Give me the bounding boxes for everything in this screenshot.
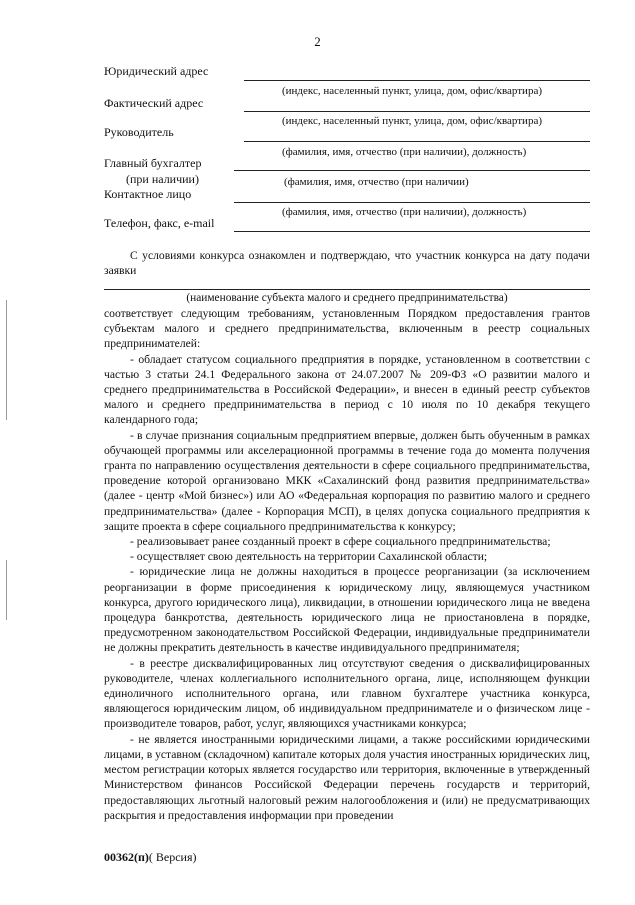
- subject-name-line: [104, 289, 590, 290]
- phone-fax-email-label: Телефон, факс, e-mail: [104, 216, 215, 230]
- requirement-item: - юридические лица не должны находиться в процессе реорганизации (за исключением реорганизации в форме присоединения к юридическому лицу, являющемуся участником конкурса, другого юридического лица), ликвидации, в отношении юридического лица не введена процедура банкротства, деятельность юридического лица не приостановлена в порядке, предусмотренном законодательством Российской Федерации, индивидуальные предприниматели не должны прекратить деятельность в качестве индивидуального предпринимателя;: [104, 565, 590, 655]
- confirmation-intro-text: С условиями конкурса ознакомлен и подтверждаю, что участник конкурса на дату подачи заявки: [104, 249, 590, 278]
- requirement-item: - не является иностранными юридическими лицами, а также российскими юридическими лицами, в уставном (складочном) капитале которых доля участия иностранных юридических лиц, местом регистрации которых является государство или территория, включенные в утвержденный Министерством финансов Российской Федерации перечень государств и территорий, предоставляющих льготный налоговый режим налогообложения и (или) не предусматривающих раскрытия и предоставления информации при проведении: [104, 732, 590, 822]
- requirement-item: - осуществляет свою деятельность на территории Сахалинской области;: [130, 550, 488, 564]
- chief-accountant-label: Главный бухгалтер: [104, 156, 202, 170]
- contact-person-hint: (фамилия, имя, отчество (при наличии), должность): [282, 206, 527, 218]
- requirement-item: - в случае признания социальным предприятием впервые, должен быть обученным в рамках обучающей программы или акселерационной программы в течение года до момента получения гранта по направлению осуществления деятельности в сфере социального предпринимательства, проведение которой организовано МКК «Сахалинский фонд развития предпринимательства» (далее - центр «Мой бизнес») или АО «Федеральная корпорация по развитию малого и среднего предпринимательства» (далее - Корпорация МСП), в целях допуска социального предприятия к защите проекта в сфере социального предпринимательства к конкурсу;: [104, 428, 590, 533]
- chief-accountant-optional-label: (при наличии): [126, 172, 199, 186]
- phone-fax-email-line: [234, 231, 590, 232]
- chief-accountant-hint: (фамилия, имя, отчество (при наличии): [284, 176, 469, 188]
- requirements-lead: соответствует следующим требованиям, установленным Порядком предоставления грантов субъектам малого и среднего предпринимательства, включенным в реестр социальных предпринимателей:: [104, 307, 590, 351]
- chief-accountant-line: [234, 170, 590, 171]
- legal-address-hint: (индекс, населенный пункт, улица, дом, офис/квартира): [282, 85, 542, 97]
- actual-address-hint: (индекс, населенный пункт, улица, дом, офис/квартира): [282, 115, 542, 127]
- legal-address-label: Юридический адрес: [104, 64, 209, 78]
- document-version: ( Версия): [148, 850, 197, 864]
- requirement-item: - в реестре дисквалифицированных лиц отсутствуют сведения о дисквалифицированных руководителе, членах коллегиального исполнительного органа, лице, исполняющем функции единоличного исполнительного органа, или главном бухгалтере участника конкурса, являющегося юридическим лицом, об индивидуальном предпринимателе и о физическом лице - производителе товаров, работ, услуг, являющихся участниками конкурса;: [104, 656, 590, 731]
- head-hint: (фамилия, имя, отчество (при наличии), должность): [282, 146, 527, 158]
- requirements-body: [104, 306, 590, 823]
- requirement-item: - обладает статусом социального предприятия в порядке, установленном в соответствии с частью 3 статьи 24.1 Федерального закона от 24.07.2007 № 209-ФЗ «О развитии малого и среднего предпринимательства в Российской Федерации», и внесен в единый реестр субъектов малого и среднего предпринимательства в период с 10 июля по 10 декабря текущего календарного года;: [104, 352, 590, 427]
- document-code: 00362(п): [104, 850, 149, 864]
- confirmation-intro: [104, 248, 590, 278]
- subject-name-hint: (наименование субъекта малого и среднего предпринимательства): [186, 292, 508, 304]
- scan-margin-mark: [6, 300, 7, 420]
- requirement-item: - реализовывает ранее созданный проект в сфере социального предпринимательства;: [130, 535, 551, 549]
- page-number: 2: [314, 34, 321, 49]
- head-line: [244, 141, 590, 142]
- actual-address-line: [244, 111, 590, 112]
- head-label: Руководитель: [104, 125, 174, 139]
- actual-address-label: Фактический адрес: [104, 96, 204, 110]
- legal-address-line: [244, 80, 590, 81]
- scan-margin-mark: [6, 560, 7, 620]
- document-footer: [104, 850, 197, 865]
- contact-person-label: Контактное лицо: [104, 187, 192, 201]
- contact-person-line: [234, 202, 590, 203]
